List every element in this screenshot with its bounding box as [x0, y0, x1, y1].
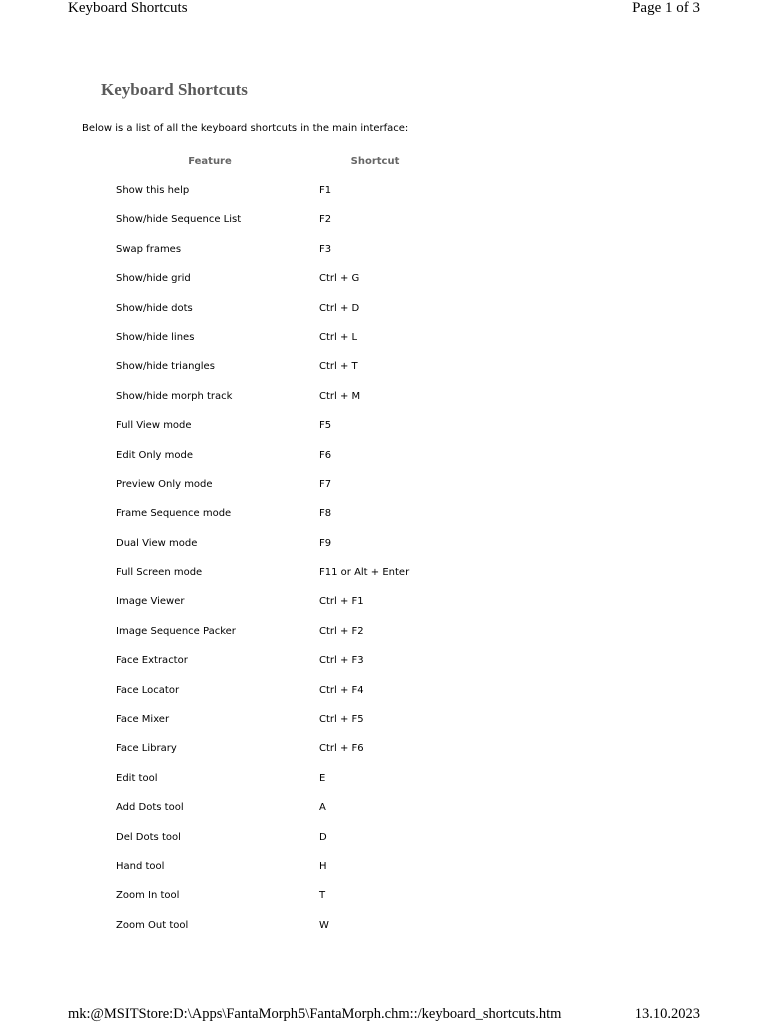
feature-cell: Del Dots tool: [116, 831, 181, 843]
shortcut-cell: F11 or Alt + Enter: [319, 567, 410, 579]
shortcut-cell: F1: [319, 185, 332, 196]
table-row: [0, 499, 768, 528]
shortcut-cell: F7: [319, 478, 332, 490]
footer-print-date: 13.10.2023: [634, 1006, 700, 1022]
shortcut-cell: Ctrl + F2: [319, 625, 364, 637]
table-row: [0, 852, 768, 881]
feature-cell: Swap frames: [116, 243, 182, 255]
table-row: [0, 793, 768, 822]
feature-cell: Face Extractor: [116, 655, 188, 667]
shortcut-cell: Ctrl + F6: [319, 743, 364, 755]
feature-cell: Zoom In tool: [116, 890, 180, 902]
shortcut-cell: Ctrl + M: [319, 390, 361, 402]
table-row: [0, 205, 768, 234]
footer-source-url: mk:@MSITStore:D:\Apps\FantaMorph5\FantaMorph.chm::/keyboard_shortcuts.htm: [68, 1006, 562, 1022]
shortcut-cell: Ctrl + F5: [319, 714, 364, 726]
table-row: [0, 734, 768, 763]
shortcut-cell: W: [319, 919, 329, 931]
shortcut-cell: A: [319, 802, 326, 814]
column-header-feature: Feature: [188, 156, 232, 167]
feature-cell: Image Sequence Packer: [116, 625, 236, 637]
print-header: [68, 0, 700, 17]
feature-cell: Show this help: [116, 185, 190, 196]
table-row: [0, 764, 768, 793]
table-row: [0, 823, 768, 852]
feature-cell: Edit Only mode: [116, 449, 193, 461]
table-row: [0, 176, 768, 205]
feature-cell: Frame Sequence mode: [116, 508, 232, 520]
page-title: Keyboard Shortcuts: [101, 80, 248, 99]
feature-cell: Show/hide lines: [116, 331, 195, 343]
table-row: [0, 235, 768, 264]
table-row: [0, 676, 768, 705]
table-row: [0, 587, 768, 616]
header-page-number: Page 1 of 3: [632, 0, 700, 16]
shortcut-cell: Ctrl + F4: [319, 684, 364, 696]
shortcut-cell: Ctrl + G: [319, 273, 360, 285]
shortcut-cell: F6: [319, 449, 332, 461]
feature-cell: Full View mode: [116, 420, 192, 432]
table-row: [0, 617, 768, 646]
feature-cell: Full Screen mode: [116, 567, 203, 579]
table-row: [0, 470, 768, 499]
shortcut-cell: F5: [319, 420, 332, 432]
table-row: [0, 264, 768, 293]
print-footer: [68, 1006, 700, 1023]
shortcut-cell: Ctrl + F3: [319, 655, 364, 667]
feature-cell: Dual View mode: [116, 537, 198, 549]
shortcut-cell: E: [319, 772, 326, 784]
feature-cell: Show/hide morph track: [116, 390, 233, 402]
feature-cell: Show/hide dots: [116, 302, 193, 314]
shortcut-cell: F8: [319, 508, 332, 520]
shortcut-cell: H: [319, 860, 327, 872]
feature-cell: Image Viewer: [116, 596, 185, 608]
feature-cell: Face Mixer: [116, 714, 170, 726]
feature-cell: Hand tool: [116, 860, 165, 872]
shortcut-cell: T: [319, 890, 326, 902]
header-document-name: Keyboard Shortcuts: [68, 0, 188, 16]
table-row: [0, 441, 768, 470]
shortcut-cell: Ctrl + L: [319, 331, 358, 343]
feature-cell: Preview Only mode: [116, 478, 213, 490]
feature-cell: Show/hide grid: [116, 273, 191, 285]
table-row: [0, 352, 768, 381]
feature-cell: Face Library: [116, 743, 177, 755]
shortcut-cell: F2: [319, 214, 332, 226]
table-row: [0, 881, 768, 910]
column-header-shortcut: Shortcut: [350, 156, 400, 167]
feature-cell: Edit tool: [116, 772, 158, 784]
shortcut-cell: Ctrl + F1: [319, 596, 364, 608]
table-row: [0, 411, 768, 440]
shortcut-cell: F3: [319, 243, 332, 255]
table-row: [0, 646, 768, 675]
shortcut-table: [0, 176, 768, 940]
feature-cell: Add Dots tool: [116, 802, 184, 814]
shortcut-cell: Ctrl + T: [319, 361, 358, 373]
table-row: [0, 558, 768, 587]
shortcut-cell: F9: [319, 537, 332, 549]
table-row: [0, 382, 768, 411]
table-row: [0, 705, 768, 734]
shortcut-cell: Ctrl + D: [319, 302, 360, 314]
feature-cell: Face Locator: [116, 684, 180, 696]
table-row: [0, 294, 768, 323]
table-row: [0, 911, 768, 940]
feature-cell: Zoom Out tool: [116, 919, 189, 931]
feature-cell: Show/hide triangles: [116, 361, 215, 373]
intro-text: Below is a list of all the keyboard shortcuts in the main interface:: [82, 123, 409, 134]
feature-cell: Show/hide Sequence List: [116, 214, 242, 226]
table-row: [0, 529, 768, 558]
table-row: [0, 323, 768, 352]
shortcut-cell: D: [319, 831, 327, 843]
